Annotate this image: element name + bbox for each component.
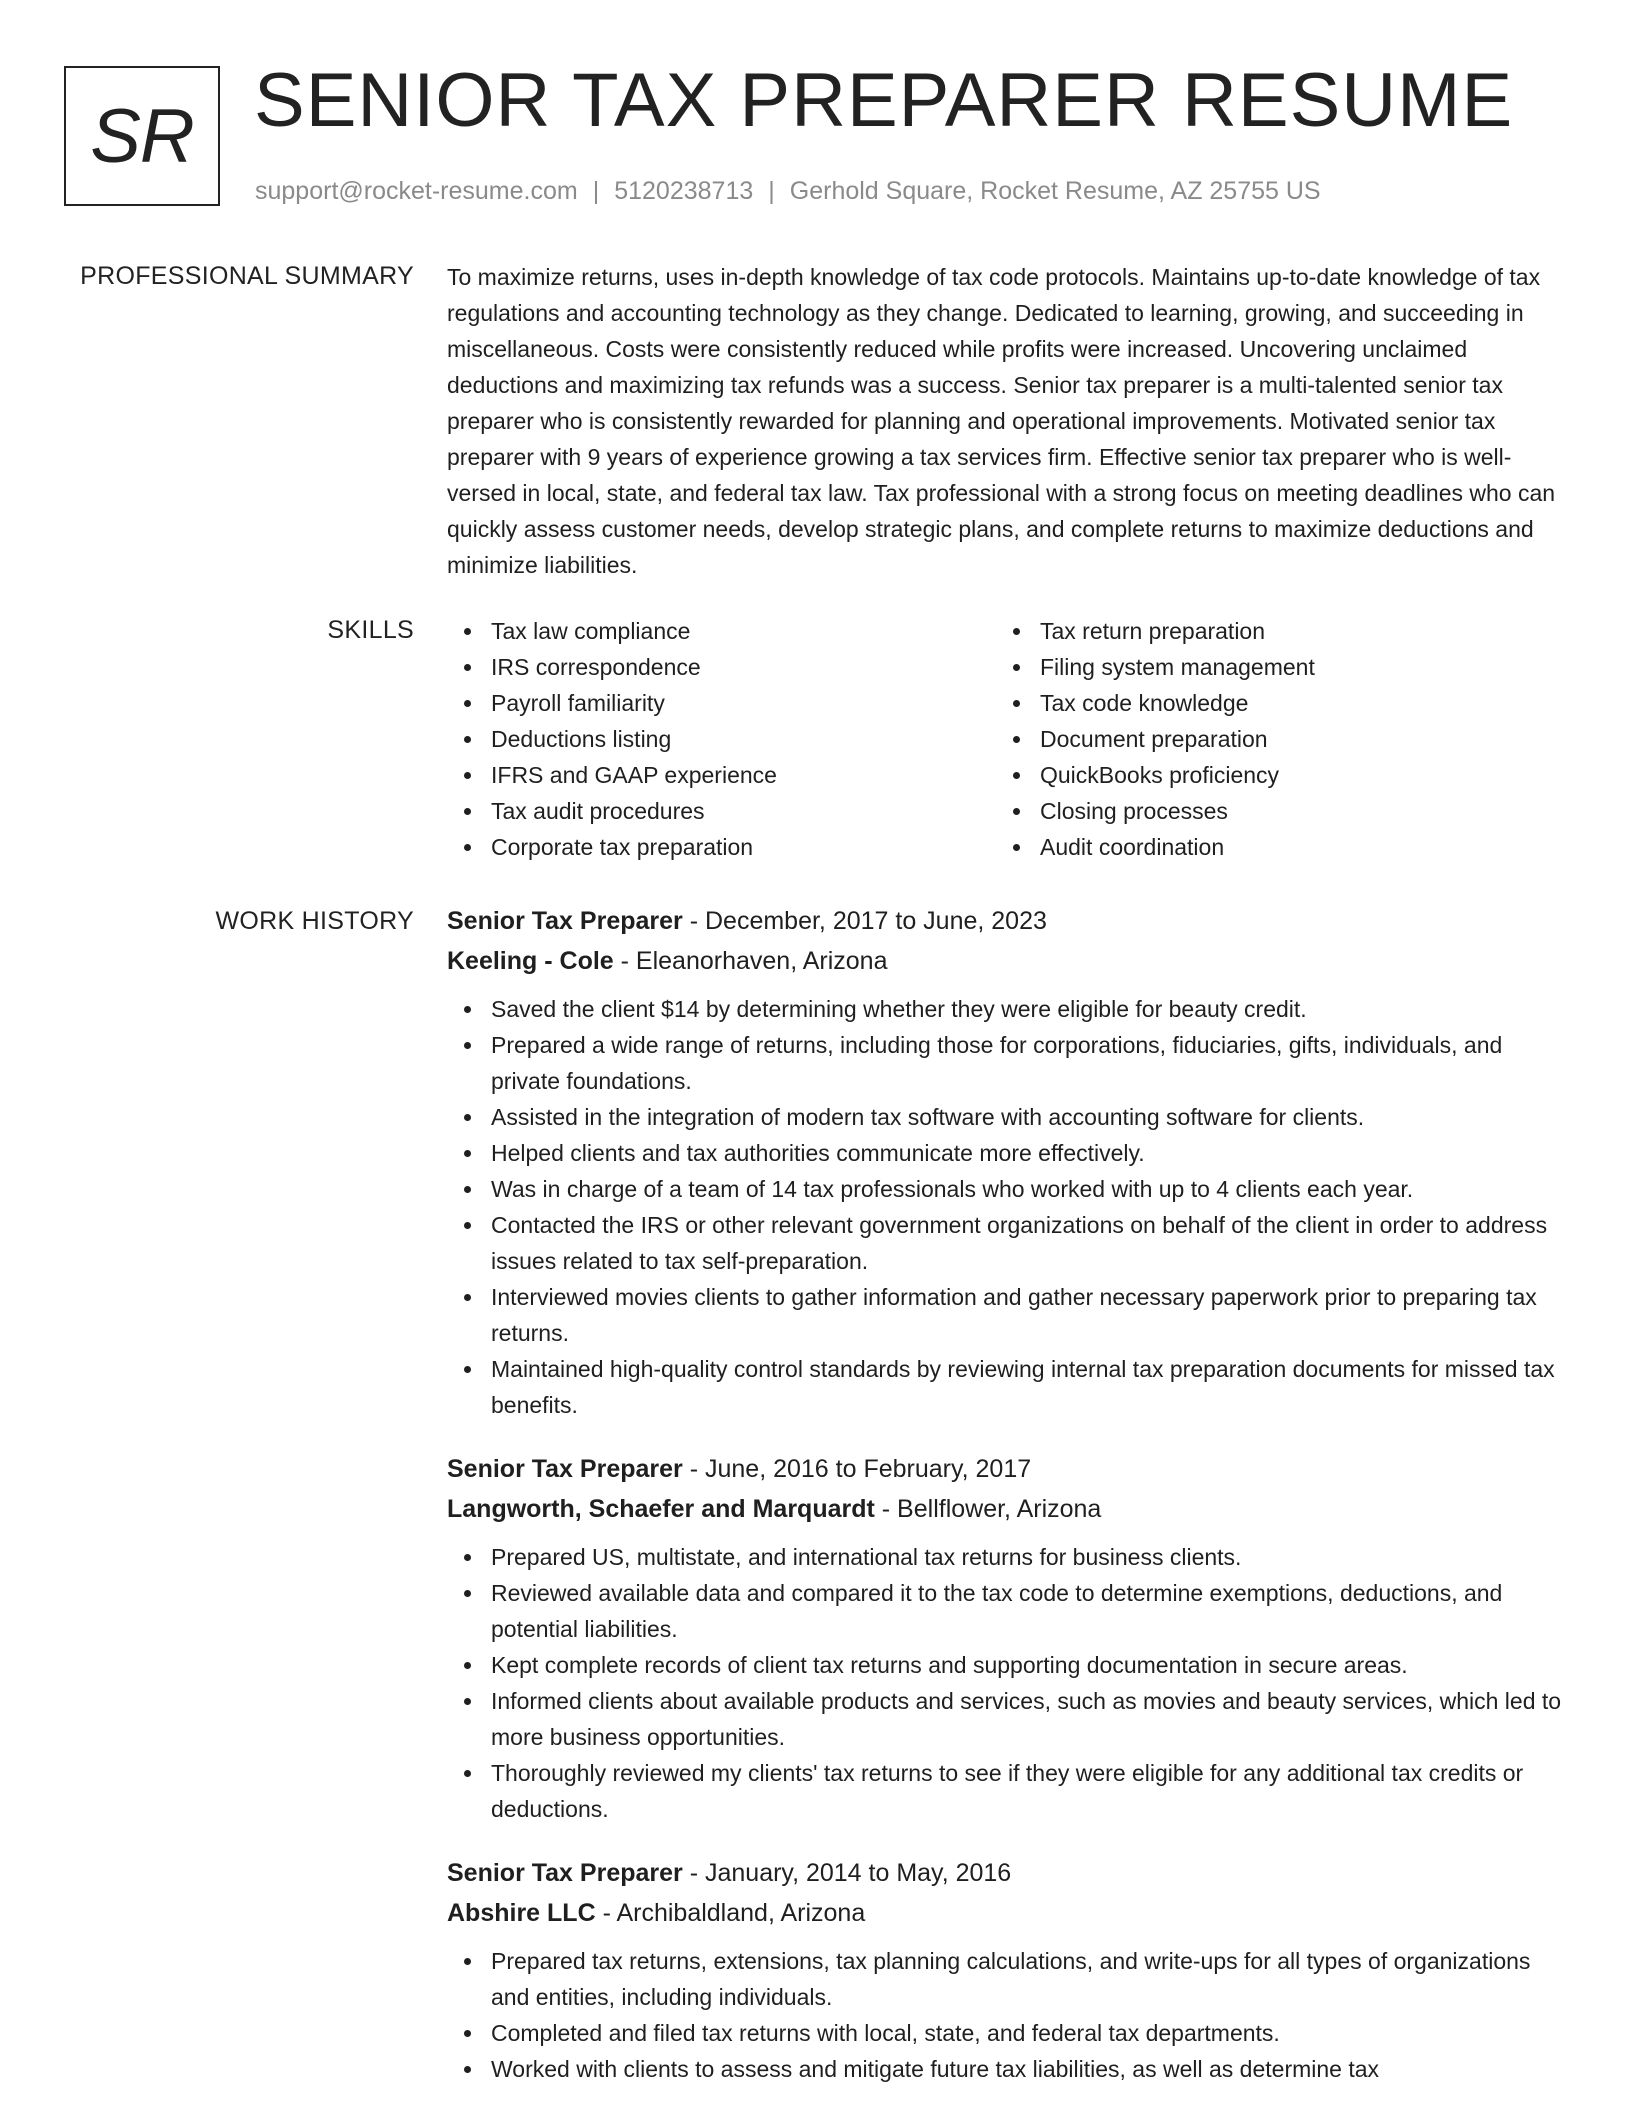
job-bullet: Maintained high-quality control standards by reviewing internal tax preparation documents for missed tax benefits. — [491, 1351, 1567, 1423]
job-bullet: Prepared tax returns, extensions, tax planning calculations, and write-ups for all types of organizations and entities, including individuals. — [491, 1943, 1567, 2015]
job-entry — [447, 1449, 1567, 1827]
job-bullets — [447, 1943, 1567, 2087]
job-company-line — [447, 1893, 1567, 1933]
job-company: Keeling - Cole — [447, 947, 614, 975]
job-company: Abshire LLC — [447, 1899, 596, 1927]
job-dates: - June, 2016 to February, 2017 — [682, 1455, 1032, 1483]
skill-item: Tax audit procedures — [491, 793, 996, 829]
resume-title: SENIOR TAX PREPARER RESUME — [254, 58, 1514, 143]
job-title-line — [447, 1853, 1567, 1893]
skill-item: QuickBooks proficiency — [1040, 757, 1545, 793]
job-location: - Eleanorhaven, Arizona — [613, 947, 888, 975]
job-bullet: Assisted in the integration of modern tax software with accounting software for clients. — [491, 1099, 1567, 1135]
job-dates: - January, 2014 to May, 2016 — [682, 1859, 1012, 1887]
skill-item: Tax return preparation — [1040, 613, 1545, 649]
job-bullet: Was in charge of a team of 14 tax professionals who worked with up to 4 clients each year. — [491, 1171, 1567, 1207]
skill-item: Audit coordination — [1040, 829, 1545, 865]
skill-item: Filing system management — [1040, 649, 1545, 685]
job-bullet: Kept complete records of client tax returns and supporting documentation in secure areas. — [491, 1647, 1567, 1683]
job-bullet: Thoroughly reviewed my clients' tax returns to see if they were eligible for any additional tax credits or deductions. — [491, 1755, 1567, 1827]
contact-separator: | — [768, 177, 775, 205]
skill-item: Closing processes — [1040, 793, 1545, 829]
work-history-heading: WORK HISTORY — [215, 907, 414, 935]
skill-item: IFRS and GAAP experience — [491, 757, 996, 793]
job-bullet: Worked with clients to assess and mitigate future tax liabilities, as well as determine tax — [491, 2051, 1567, 2087]
job-bullet: Completed and filed tax returns with local, state, and federal tax departments. — [491, 2015, 1567, 2051]
job-bullet: Prepared US, multistate, and international tax returns for business clients. — [491, 1539, 1567, 1575]
skill-item: Payroll familiarity — [491, 685, 996, 721]
skills-heading: SKILLS — [327, 616, 414, 644]
job-bullet: Interviewed movies clients to gather information and gather necessary paperwork prior to preparing tax returns. — [491, 1279, 1567, 1351]
job-title-line — [447, 901, 1567, 941]
job-bullet: Helped clients and tax authorities communicate more effectively. — [491, 1135, 1567, 1171]
skill-item: Corporate tax preparation — [491, 829, 996, 865]
skills-list-left — [447, 613, 996, 865]
skill-item: Tax law compliance — [491, 613, 996, 649]
job-company: Langworth, Schaefer and Marquardt — [447, 1495, 875, 1523]
job-location: - Bellflower, Arizona — [874, 1495, 1102, 1523]
job-dates: - December, 2017 to June, 2023 — [682, 907, 1047, 935]
job-bullet: Saved the client $14 by determining whether they were eligible for beauty credit. — [491, 991, 1567, 1027]
job-role: Senior Tax Preparer — [447, 1455, 683, 1483]
contact-address: Gerhold Square, Rocket Resume, AZ 25755 US — [789, 177, 1321, 205]
skill-item: Document preparation — [1040, 721, 1545, 757]
job-location: - Archibaldland, Arizona — [595, 1899, 866, 1927]
skill-item: Deductions listing — [491, 721, 996, 757]
summary-body — [447, 259, 1567, 583]
job-entry — [447, 1853, 1567, 2087]
job-company-line — [447, 941, 1567, 981]
job-bullet: Prepared a wide range of returns, including those for corporations, fiduciaries, gifts, individuals, and private foundations. — [491, 1027, 1567, 1099]
skills-columns — [447, 613, 1567, 865]
job-bullet: Reviewed available data and compared it to the tax code to determine exemptions, deductions, and potential liabilities. — [491, 1575, 1567, 1647]
contact-email[interactable]: support@rocket-resume.com — [255, 177, 578, 205]
job-bullet: Contacted the IRS or other relevant government organizations on behalf of the client in order to address issues related to tax self-preparation. — [491, 1207, 1567, 1279]
skills-list-right — [996, 613, 1545, 865]
job-title-line — [447, 1449, 1567, 1489]
contact-separator: | — [592, 177, 600, 205]
skill-item: IRS correspondence — [491, 649, 996, 685]
job-role: Senior Tax Preparer — [447, 907, 683, 935]
contact-line — [255, 174, 1321, 208]
work-history-body — [447, 901, 1567, 2112]
job-bullet: Informed clients about available products and services, such as movies and beauty services, which led to more business opportunities. — [491, 1683, 1567, 1755]
job-bullets — [447, 991, 1567, 1423]
job-role: Senior Tax Preparer — [447, 1859, 683, 1887]
summary-text: To maximize returns, uses in-depth knowledge of tax code protocols. Maintains up-to-date knowledge of tax regulations and accounting technology as they change. Dedicated to learning, growing, and succeeding in miscellaneous. Costs were consistently reduced while profits were increased. Uncovering unclaimed deductions and maximizing tax refunds was a success. Senior tax preparer is a multi-talented senior tax preparer who is consistently rewarded for planning and operational improvements. Motivated senior tax preparer with 9 years of experience growing a tax services firm. Effective senior tax preparer who is well-versed in local, state, and federal tax law. Tax professional with a strong focus on meeting deadlines who can quickly assess customer needs, develop strategic plans, and complete returns to maximize deductions and minimize liabilities. — [447, 264, 1556, 578]
job-bullets — [447, 1539, 1567, 1827]
skills-body — [447, 613, 1567, 865]
summary-heading: PROFESSIONAL SUMMARY — [80, 262, 414, 290]
monogram-badge: SR — [64, 66, 220, 206]
job-company-line — [447, 1489, 1567, 1529]
job-entry — [447, 901, 1567, 1423]
contact-phone[interactable]: 5120238713 — [614, 177, 754, 205]
skill-item: Tax code knowledge — [1040, 685, 1545, 721]
